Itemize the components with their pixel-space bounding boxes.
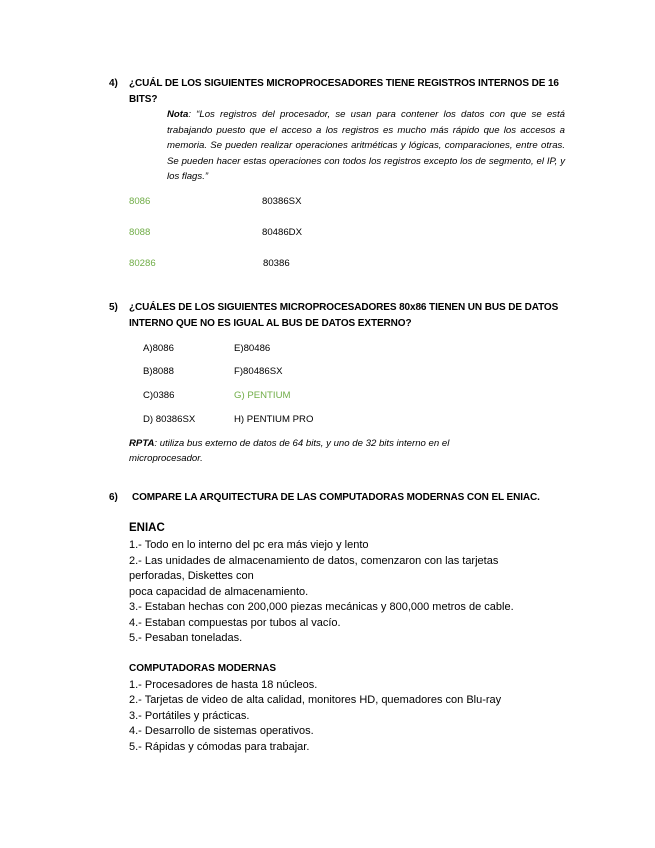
eniac-item-4: 4.- Estaban compuestas por tubos al vacío. xyxy=(129,617,341,629)
q5-answer-label: RPTA xyxy=(129,438,155,449)
q4-note-text: : “Los registros del procesador, se usan para contener los datos con que se está trabajando puesto que el acceso a los registros es mucho más rápido que los accesos a memoria. Se pueden realizar operaciones aritméticas y lógicas, comparaciones, entre otras. Se pueden hacer estas operaciones con todos los registros excepto los de segmento, el IP, y los flags.” xyxy=(167,109,565,183)
eniac-item-2-cont-2: poca capacidad de almacenamiento. xyxy=(129,586,309,598)
modern-item-2: 2.- Tarjetas de video de alta calidad, monitores HD, quemadores con Blu-ray xyxy=(129,694,502,706)
q4-option-8088: 8088 xyxy=(129,227,151,238)
q5-number: 5) xyxy=(109,302,118,313)
modern-item-5: 5.- Rápidas y cómodas para trabajar. xyxy=(129,741,310,753)
q4-note-label: Nota xyxy=(167,109,189,120)
q5-option-g: G) PENTIUM xyxy=(234,390,291,401)
q5-answer xyxy=(129,436,509,466)
q5-question-line1: ¿CUÁLES DE LOS SIGUIENTES MICROPROCESADORES 80x86 TIENEN UN BUS DE DATOS xyxy=(129,302,559,313)
q5-question-line2: INTERNO QUE NO ES IGUAL AL BUS DE DATOS EXTERNO? xyxy=(129,318,412,329)
q5-option-d: D) 80386SX xyxy=(143,414,196,425)
q4-option-8086: 8086 xyxy=(129,196,151,207)
modern-item-1: 1.- Procesadores de hasta 18 núcleos. xyxy=(129,679,318,691)
q4-question-line2: BITS? xyxy=(129,94,158,105)
modern-item-4: 4.- Desarrollo de sistemas operativos. xyxy=(129,725,314,737)
eniac-title: ENIAC xyxy=(129,522,165,534)
q5-option-e: E)80486 xyxy=(234,343,271,354)
q4-question-line1: ¿CUÁL DE LOS SIGUIENTES MICROPROCESADORES TIENE REGISTROS INTERNOS DE 16 xyxy=(129,78,559,89)
eniac-item-5: 5.- Pesaban toneladas. xyxy=(129,632,243,644)
q4-option-80386sx: 80386SX xyxy=(262,196,302,207)
q5-answer-text: : utiliza bus externo de datos de 64 bits, y uno de 32 bits interno en el microprocesador. xyxy=(129,438,450,464)
q5-option-b: B)8088 xyxy=(143,366,174,377)
q4-note xyxy=(167,107,565,185)
q4-option-80386: 80386 xyxy=(263,258,290,269)
modern-item-3: 3.- Portátiles y prácticas. xyxy=(129,710,250,722)
q6-question: COMPARE LA ARQUITECTURA DE LAS COMPUTADORAS MODERNAS CON EL ENIAC. xyxy=(132,492,540,503)
q5-option-f: F)80486SX xyxy=(234,366,283,377)
modern-title: COMPUTADORAS MODERNAS xyxy=(129,663,277,674)
q4-option-80486dx: 80486DX xyxy=(262,227,303,238)
eniac-item-2: 2.- Las unidades de almacenamiento de datos, comenzaron con las tarjetas xyxy=(129,555,499,567)
q4-number: 4) xyxy=(109,78,118,89)
q5-option-a: A)8086 xyxy=(143,343,174,354)
eniac-item-3: 3.- Estaban hechas con 200,000 piezas mecánicas y 800,000 metros de cable. xyxy=(129,601,514,613)
q5-option-c: C)0386 xyxy=(143,390,175,401)
q4-option-80286: 80286 xyxy=(129,258,156,269)
eniac-item-1: 1.- Todo en lo interno del pc era más viejo y lento xyxy=(129,539,369,551)
eniac-item-2-cont-1: perforadas, Diskettes con xyxy=(129,570,254,582)
q5-option-h: H) PENTIUM PRO xyxy=(234,414,314,425)
q6-number: 6) xyxy=(109,492,118,503)
